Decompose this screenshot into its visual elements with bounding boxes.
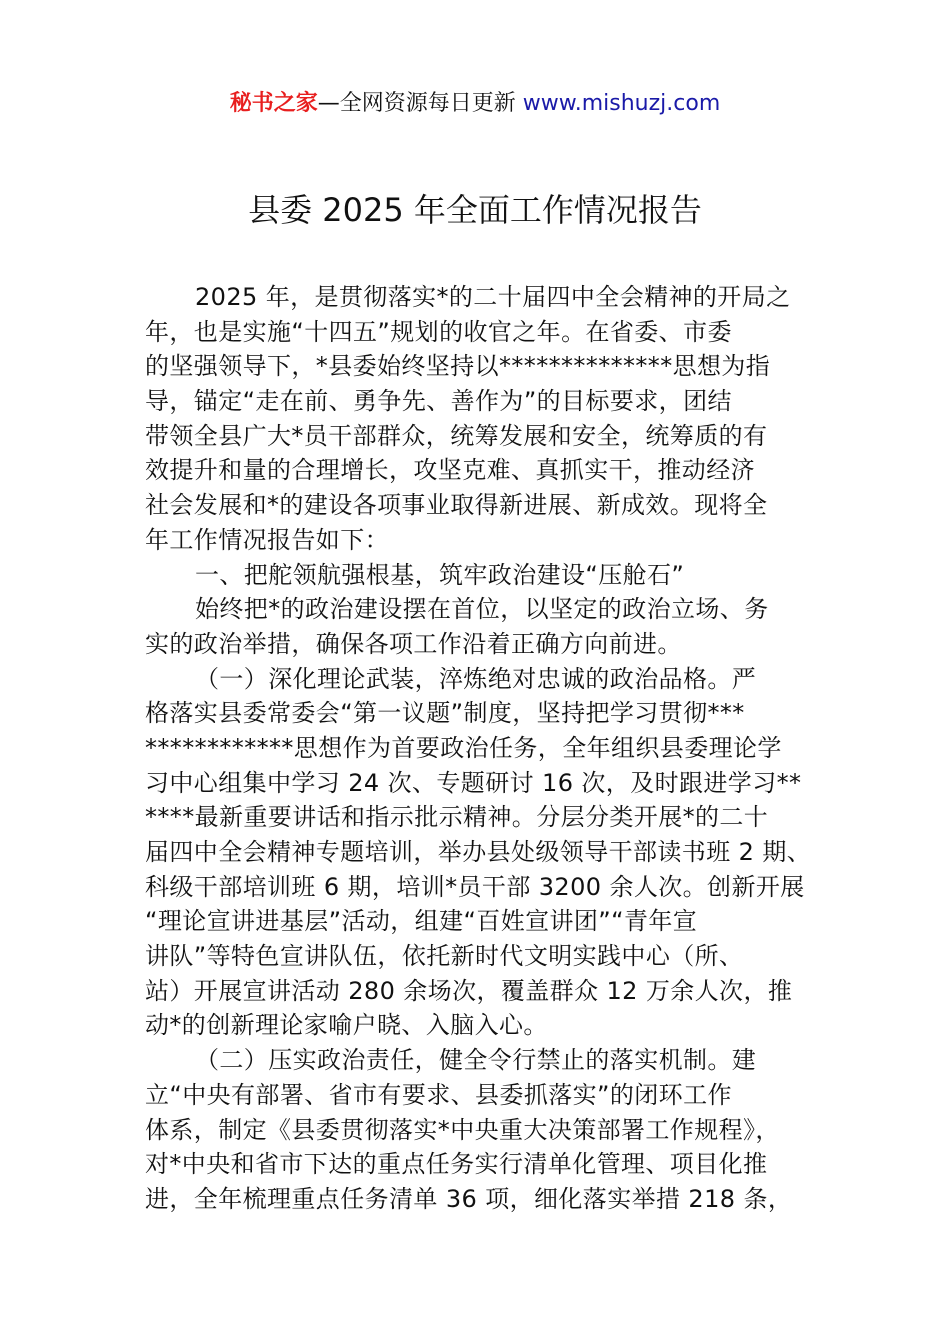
- body-line: 效提升和量的合理增长，攻坚克难、真抓实干，推动经济: [145, 456, 755, 485]
- body-line: ************思想作为首要政治任务，全年组织县委理论学: [145, 733, 782, 762]
- body-line: “理论宣讲进基层”活动，组建“百姓宣讲团”“青年宣: [145, 907, 698, 936]
- body-line: 的坚强领导下，*县委始终坚持以**************思想为指: [145, 352, 771, 381]
- body-line: 动*的创新理论家喻户晓、入脑入心。: [145, 1011, 548, 1040]
- body-line: 导，锚定“走在前、勇争先、善作为”的目标要求，团结: [145, 387, 732, 416]
- body-line: 始终把*的政治建设摆在首位，以坚定的政治立场、务: [195, 595, 769, 624]
- body-line: 进，全年梳理重点任务清单 36 项，细化落实举措 218 条，: [145, 1184, 793, 1213]
- body-line: 习中心组集中学习 24 次、专题研讨 16 次，及时跟进学习**: [145, 768, 802, 797]
- section-heading: 一、把舵领航强根基，筑牢政治建设“压舱石”: [195, 560, 685, 589]
- site-url-link[interactable]: www.mishuzj.com: [522, 91, 721, 116]
- body-line: 年，也是实施“十四五”规划的收官之年。在省委、市委: [145, 317, 732, 346]
- body-line: 2025 年，是贯彻落实*的二十届四中全会精神的开局之: [195, 283, 791, 311]
- body-line: 届四中全会精神专题培训，举办县处级领导干部读书班 2 期、: [145, 838, 812, 866]
- body-line: 带领全县广大*员干部群众，统筹发展和安全，统筹质的有: [145, 421, 768, 450]
- document-body: [145, 280, 810, 1217]
- subsection-heading: （一）深化理论武装，淬炼绝对忠诚的政治品格。严: [195, 664, 757, 693]
- site-tagline: —全网资源每日更新: [317, 91, 516, 116]
- body-line: 社会发展和*的建设各项事业取得新进展、新成效。现将全: [145, 491, 768, 520]
- body-line: 年工作情况报告如下：: [145, 525, 389, 554]
- body-line: 科级干部培训班 6 期，培训*员干部 3200 余人次。创新开展: [145, 872, 805, 901]
- body-line: 对*中央和省市下达的重点任务实行清单化管理、项目化推: [145, 1150, 768, 1179]
- body-line: 立“中央有部署、省市有要求、县委抓落实”的闭环工作: [145, 1080, 732, 1109]
- body-line: 讲队”等特色宣讲队伍，依托新时代文明实践中心（所、: [145, 942, 744, 971]
- body-line: 格落实县委常委会“第一议题”制度，坚持把学习贯彻***: [145, 699, 745, 728]
- site-banner: [0, 88, 950, 120]
- document-title: 县委 2025 年全面工作情况报告: [248, 191, 702, 229]
- body-line: 站）开展宣讲活动 280 余场次，覆盖群众 12 万余人次，推: [145, 976, 793, 1005]
- subsection-heading: （二）压实政治责任，健全令行禁止的落实机制。建: [195, 1046, 757, 1075]
- site-brand: 秘书之家: [229, 91, 318, 116]
- body-line: 实的政治举措，确保各项工作沿着正确方向前进。: [145, 629, 682, 658]
- body-line: 体系，制定《县委贯彻落实*中央重大决策部署工作规程》，: [145, 1115, 780, 1144]
- body-line: ****最新重要讲话和指示批示精神。分层分类开展*的二十: [145, 803, 769, 832]
